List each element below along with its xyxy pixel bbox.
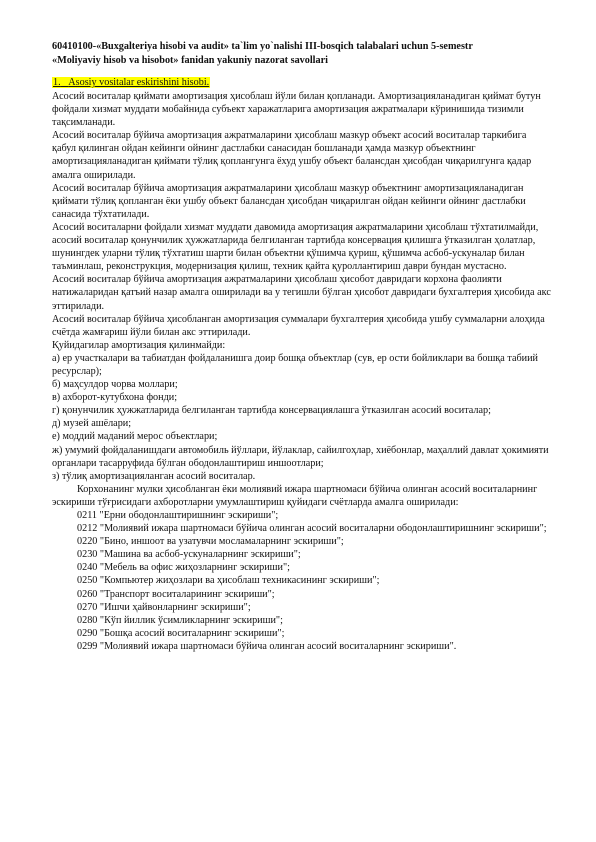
indented-paragraph: Корхонанинг мулки ҳисобланган ёки молиявий ижара шартномаси бўйича олинган асосий воситаларнинг эскириши тўғрисидаги ахборотларни умумлаштириш қуйидаги счётларда амалга оширилади: (52, 483, 538, 508)
list-item: а) ер участкалари ва табиатдан фойдаланишга доир бошқа объектлар (сув, ер ости бойликлари ва бошқа табиий ресурслар); (52, 352, 539, 377)
account-line: 0299 "Молиявий ижара шартномаси бўйича олинган асосий воситаларнинг эскириши". (77, 640, 457, 652)
account-line: 0280 "Кўп йиллик ўсимликларнинг эскириши"; (77, 614, 283, 626)
account-line: 0290 "Бошқа асосий воситаларнинг эскириши"; (77, 627, 285, 639)
paragraph: Асосий воситаларни фойдали хизмат муддати давомида амортизация ажратмаларини ҳисоблаш тўхтатилмайди, асосий воситалар қонунчилик ҳужжатларида белгиланган тартибда консервация қилишга ўтказилган ҳолатлар, шунингдек уларни тўлиқ тўхтатиш шарти билан объектни қўшимча қуриш, қўшимча асбоб-ускуналар билан таъминлаш, реконструкция, модернизация қилиш, техник қайта қуроллантириш даври бундан мустасно. (52, 221, 539, 273)
account-line: 0260 "Транспорт воситаларининг эскириши"; (77, 588, 275, 600)
document-heading (52, 40, 552, 68)
heading-line-2: «Moliyaviy hisob va hisobot» fanidan yakuniy nazorat savollari (52, 55, 328, 66)
account-line: 0211 "Ерни ободонлаштиришнинг эскириши"; (77, 510, 279, 521)
list-item: ж) умумий фойдаланишдаги автомобиль йўллари, йўлаклар, сайилгоҳлар, хиёбонлар, маҳаллий давлат ҳокимияти органлари тасарруфида бўлган ободонлаштириш иншоотлари; (52, 444, 549, 469)
heading-line-1: 60410100-«Buxgalteriya hisobi va audit» ta`lim yo`nalishi III-bosqich talabalari uchun 5-semestr (52, 41, 473, 52)
document-page (52, 40, 552, 653)
account-line: 0220 "Бино, иншоот ва узатувчи мосламаларнинг эскириши"; (77, 536, 344, 548)
account-line: 0250 "Компьютер жиҳозлари ва ҳисоблаш техникасининг эскириши"; (77, 575, 380, 587)
paragraph: Асосий воситалар бўйича амортизация ажратмаларини ҳисоблаш ҳисобот давридаги корхона фаолияти натижаларидан қатъий назар амалга оширилади ва у тегишли бўлган ҳисобот давридаги бухгалтерия ҳисобида акс эттирилади. (52, 274, 551, 312)
list-item: з) тўлиқ амортизацияланган асосий воситалар. (52, 470, 256, 482)
paragraph: Асосий воситалар бўйича ҳисобланган амортизация суммалари бухгалтерия ҳисобида ушбу суммаларни алоҳида счётда жамғариш йўли билан акс эттирилади. (52, 313, 545, 338)
list-item: в) ахборот-кутубхона фонди; (52, 392, 178, 404)
account-line: 0230 "Машина ва асбоб-ускуналарнинг эскириши"; (77, 549, 301, 561)
section-title-text: Asosiy vositalar eskirishini hisobi. (68, 77, 210, 88)
section-number: 1. (53, 77, 61, 88)
paragraph: Асосий воситалар бўйича амортизация ажратмаларини ҳисоблаш мазкур объектнинг амортизацияланадиган қиймати тўлиқ қопланган ёки ушбу объект балансдан ҳисобдан чиқарилган ойдан кейинги ойнинг дастлабки санасида тўхтатилади. (52, 182, 526, 220)
list-item: г) қонунчилик ҳужжатларида белгиланган тартибда консервациялашга ўтказилган асосий воситалар; (52, 405, 491, 417)
account-line: 0270 "Ишчи ҳайвонларнинг эскириши"; (77, 601, 251, 613)
section-title (52, 76, 552, 90)
list-intro: Қуйидагилар амортизация қилинмайди: (52, 339, 226, 351)
list-item: д) музей ашёлари; (52, 418, 132, 430)
list-item: е) моддий маданий мерос объектлари; (52, 431, 218, 443)
paragraph: Асосий воситалар қиймати амортизация ҳисоблаш йўли билан қопланади. Амортизацияланадиган қиймат бутун фойдали хизмат муддати мобайнида субъект харажатларига амортизация ажратмалари кўринишида тизимли тақсимланади. (52, 91, 541, 129)
section-title-highlight (52, 77, 210, 88)
list-item: б) маҳсулдор чорва моллари; (52, 379, 178, 391)
account-line: 0240 "Мебель ва офис жиҳозларнинг эскириши"; (77, 562, 290, 574)
paragraph: Асосий воситалар бўйича амортизация ажратмаларини ҳисоблаш мазкур объект асосий воситалар таркибига қабул қилинган ойдан кейинги ойнинг дастлабки санасидан бошланади ҳамда мазкур объектнинг амортизацияланадиган қиймати тўлиқ қоплангунга ёхуд ушбу объект балансдан ҳисобдан чиқарилгунга қадар амалга оширилади. (52, 130, 532, 181)
account-line: 0212 "Молиявий ижара шартномаси бўйича олинган асосий воситаларни ободонлаштиришнинг эскириши"; (77, 523, 547, 535)
